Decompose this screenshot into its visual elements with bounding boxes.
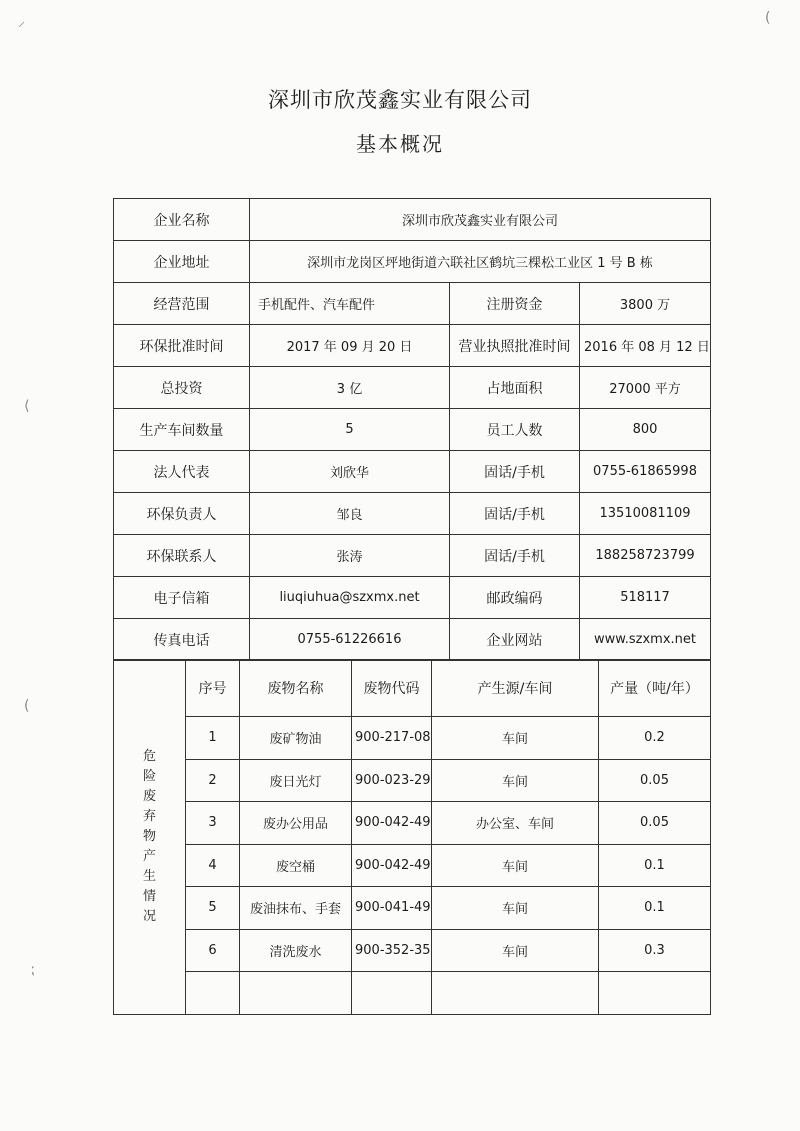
company-name-value: 深圳市欣茂鑫实业有限公司 xyxy=(250,199,711,241)
waste-no: 3 xyxy=(186,802,240,845)
waste-no: 2 xyxy=(186,759,240,802)
row-legal-rep xyxy=(114,451,711,493)
email-label: 电子信箱 xyxy=(114,577,250,619)
hazardous-waste-table xyxy=(113,659,711,1015)
fax-label: 传真电话 xyxy=(114,619,250,661)
row-email xyxy=(114,577,711,619)
waste-code: 900-042-49 xyxy=(352,802,432,845)
row-dates xyxy=(114,325,711,367)
legal-rep-label: 法人代表 xyxy=(114,451,250,493)
waste-output: 0.2 xyxy=(599,717,711,760)
table-row xyxy=(114,929,711,972)
table-row xyxy=(114,717,711,760)
env-manager-value: 邹良 xyxy=(250,493,450,535)
phone-label: 固话/手机 xyxy=(450,535,580,577)
waste-name: 废矿物油 xyxy=(240,717,352,760)
waste-output: 0.1 xyxy=(599,844,711,887)
waste-source: 车间 xyxy=(432,887,599,930)
table-row xyxy=(114,759,711,802)
capital-value: 3800 万 xyxy=(580,283,711,325)
row-company-name xyxy=(114,199,711,241)
waste-source: 办公室、车间 xyxy=(432,802,599,845)
waste-source: 车间 xyxy=(432,844,599,887)
company-name-label: 企业名称 xyxy=(114,199,250,241)
row-scope xyxy=(114,283,711,325)
row-investment xyxy=(114,367,711,409)
address-value: 深圳市龙岗区坪地街道六联社区鹤坑三棵松工业区 1 号 B 栋 xyxy=(250,241,711,283)
env-manager-label: 环保负责人 xyxy=(114,493,250,535)
scan-mark: ( xyxy=(24,698,30,714)
waste-header-row xyxy=(114,660,711,717)
header-source: 产生源/车间 xyxy=(432,660,599,717)
env-date-value: 2017 年 09 月 20 日 xyxy=(250,325,450,367)
postcode-label: 邮政编码 xyxy=(450,577,580,619)
waste-source: 车间 xyxy=(432,717,599,760)
address-label: 企业地址 xyxy=(114,241,250,283)
env-date-label: 环保批准时间 xyxy=(114,325,250,367)
env-contact-phone: 188258723799 xyxy=(580,535,711,577)
row-address xyxy=(114,241,711,283)
license-date-value: 2016 年 08 月 12 日 xyxy=(580,325,711,367)
legal-rep-phone: 0755-61865998 xyxy=(580,451,711,493)
waste-source: 车间 xyxy=(432,759,599,802)
waste-no: 1 xyxy=(186,717,240,760)
phone-label: 固话/手机 xyxy=(450,451,580,493)
header-no: 序号 xyxy=(186,660,240,717)
scan-mark: ⁏ xyxy=(30,962,35,978)
waste-code: 900-041-49 xyxy=(352,887,432,930)
table-row xyxy=(114,844,711,887)
header-output: 产量（吨/年） xyxy=(599,660,711,717)
investment-value: 3 亿 xyxy=(250,367,450,409)
scope-label: 经营范围 xyxy=(114,283,250,325)
waste-name: 废空桶 xyxy=(240,844,352,887)
waste-output: 0.1 xyxy=(599,887,711,930)
row-fax xyxy=(114,619,711,661)
scan-mark: ⸝ xyxy=(18,14,25,30)
area-label: 占地面积 xyxy=(450,367,580,409)
waste-code: 900-042-49 xyxy=(352,844,432,887)
row-env-manager xyxy=(114,493,711,535)
table-row xyxy=(114,802,711,845)
waste-section-text: 危 险 废 弃 物 产 生 情 况 xyxy=(142,748,156,924)
env-manager-phone: 13510081109 xyxy=(580,493,711,535)
legal-rep-value: 刘欣华 xyxy=(250,451,450,493)
header-code: 废物代码 xyxy=(352,660,432,717)
waste-output: 0.05 xyxy=(599,759,711,802)
employees-value: 800 xyxy=(580,409,711,451)
env-contact-label: 环保联系人 xyxy=(114,535,250,577)
workshops-label: 生产车间数量 xyxy=(114,409,250,451)
capital-label: 注册资金 xyxy=(450,283,580,325)
env-contact-value: 张涛 xyxy=(250,535,450,577)
waste-source: 车间 xyxy=(432,929,599,972)
waste-no: 4 xyxy=(186,844,240,887)
row-env-contact xyxy=(114,535,711,577)
scan-mark: ( xyxy=(765,10,771,26)
waste-name: 废办公用品 xyxy=(240,802,352,845)
website-value: www.szxmx.net xyxy=(580,619,711,661)
postcode-value: 518117 xyxy=(580,577,711,619)
workshops-value: 5 xyxy=(250,409,450,451)
header-name: 废物名称 xyxy=(240,660,352,717)
waste-section-label xyxy=(114,660,186,1015)
fax-value: 0755-61226616 xyxy=(250,619,450,661)
waste-name: 清洗废水 xyxy=(240,929,352,972)
scope-value: 手机配件、汽车配件 xyxy=(250,283,450,325)
waste-code: 900-023-29 xyxy=(352,759,432,802)
investment-label: 总投资 xyxy=(114,367,250,409)
company-title: 深圳市欣茂鑫实业有限公司 xyxy=(268,88,532,112)
waste-name: 废日光灯 xyxy=(240,759,352,802)
waste-name: 废油抹布、手套 xyxy=(240,887,352,930)
table-row xyxy=(114,887,711,930)
license-date-label: 营业执照批准时间 xyxy=(450,325,580,367)
employees-label: 员工人数 xyxy=(450,409,580,451)
phone-label: 固话/手机 xyxy=(450,493,580,535)
waste-code: 900-352-35 xyxy=(352,929,432,972)
waste-no: 6 xyxy=(186,929,240,972)
website-label: 企业网站 xyxy=(450,619,580,661)
basic-info-table xyxy=(113,198,711,661)
waste-code: 900-217-08 xyxy=(352,717,432,760)
waste-output: 0.05 xyxy=(599,802,711,845)
email-value: liuqiuhua@szxmx.net xyxy=(250,577,450,619)
waste-no: 5 xyxy=(186,887,240,930)
waste-output: 0.3 xyxy=(599,929,711,972)
scan-mark: ⟨ xyxy=(24,398,30,414)
row-workshops xyxy=(114,409,711,451)
area-value: 27000 平方 xyxy=(580,367,711,409)
page-subtitle: 基本概况 xyxy=(356,132,444,156)
empty-row xyxy=(114,972,711,1015)
